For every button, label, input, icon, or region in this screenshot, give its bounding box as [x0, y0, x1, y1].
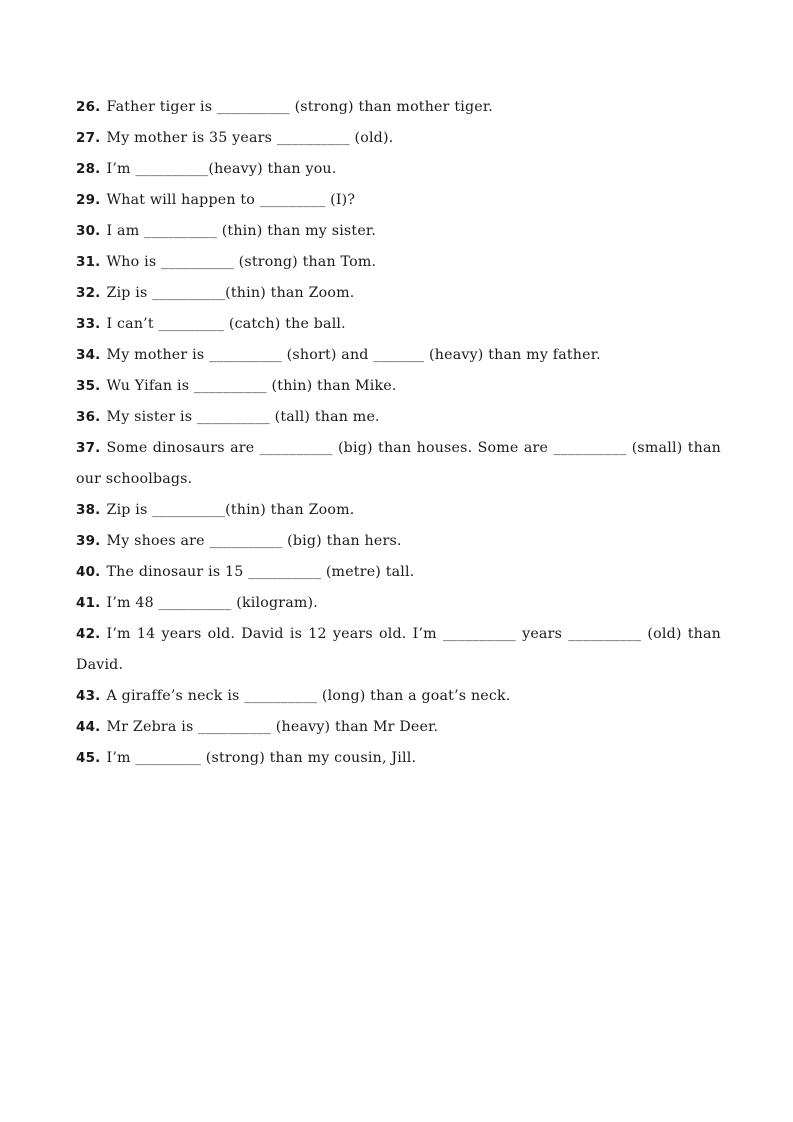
exercise-text: My mother is __________ (short) and _______ (heavy) than my father.: [106, 347, 601, 363]
exercise-number: 26.: [76, 99, 101, 115]
exercise-text: What will happen to _________ (I)?: [106, 192, 356, 208]
exercise-number: 29.: [76, 192, 101, 208]
exercise-item: [76, 154, 721, 185]
exercise-item: [76, 433, 721, 495]
exercise-item: [76, 123, 721, 154]
exercise-item: [76, 340, 721, 371]
exercise-text: Father tiger is __________ (strong) than mother tiger.: [106, 99, 493, 115]
exercise-item: [76, 712, 721, 743]
exercise-number: 30.: [76, 223, 101, 239]
exercise-number: 42.: [76, 626, 101, 642]
exercise-text: Some dinosaurs are __________ (big) than houses. Some are __________ (small) than our schoolbags.: [76, 440, 721, 487]
exercise-text: Zip is __________(thin) than Zoom.: [106, 502, 355, 518]
exercise-text: A giraffe’s neck is __________ (long) than a goat’s neck.: [106, 688, 511, 704]
exercise-item: [76, 309, 721, 340]
exercise-text: I can’t _________ (catch) the ball.: [106, 316, 346, 332]
exercise-item: [76, 526, 721, 557]
exercise-text: Mr Zebra is __________ (heavy) than Mr Deer.: [106, 719, 439, 735]
exercise-text: I’m 48 __________ (kilogram).: [106, 595, 318, 611]
exercise-item: [76, 247, 721, 278]
exercise-number: 27.: [76, 130, 101, 146]
exercise-number: 37.: [76, 440, 101, 456]
exercise-text: My mother is 35 years __________ (old).: [106, 130, 394, 146]
exercise-text: Who is __________ (strong) than Tom.: [106, 254, 377, 270]
exercise-item: [76, 743, 721, 774]
exercise-number: 32.: [76, 285, 101, 301]
exercise-number: 34.: [76, 347, 101, 363]
exercise-number: 45.: [76, 750, 101, 766]
exercise-page: [76, 92, 721, 774]
exercise-text: My shoes are __________ (big) than hers.: [106, 533, 402, 549]
exercise-text: I’m _________ (strong) than my cousin, Jill.: [106, 750, 417, 766]
exercise-number: 31.: [76, 254, 101, 270]
exercise-number: 40.: [76, 564, 101, 580]
exercise-item: [76, 619, 721, 681]
exercise-item: [76, 588, 721, 619]
exercise-item: [76, 278, 721, 309]
exercise-item: [76, 557, 721, 588]
exercise-item: [76, 402, 721, 433]
exercise-item: [76, 681, 721, 712]
exercise-item: [76, 185, 721, 216]
exercise-number: 44.: [76, 719, 101, 735]
exercise-item: [76, 495, 721, 526]
exercise-number: 41.: [76, 595, 101, 611]
exercise-number: 28.: [76, 161, 101, 177]
exercise-text: The dinosaur is 15 __________ (metre) tall.: [106, 564, 415, 580]
exercise-number: 43.: [76, 688, 101, 704]
exercise-text: Wu Yifan is __________ (thin) than Mike.: [106, 378, 397, 394]
exercise-text: I’m 14 years old. David is 12 years old. I’m __________ years __________ (old) than David.: [76, 626, 721, 673]
exercise-number: 39.: [76, 533, 101, 549]
exercise-text: I’m __________(heavy) than you.: [106, 161, 337, 177]
exercise-item: [76, 92, 721, 123]
exercise-text: I am __________ (thin) than my sister.: [106, 223, 377, 239]
exercise-item: [76, 371, 721, 402]
exercise-number: 33.: [76, 316, 101, 332]
exercise-text: My sister is __________ (tall) than me.: [106, 409, 380, 425]
exercise-number: 38.: [76, 502, 101, 518]
exercise-text: Zip is __________(thin) than Zoom.: [106, 285, 355, 301]
exercise-number: 35.: [76, 378, 101, 394]
exercise-number: 36.: [76, 409, 101, 425]
exercise-item: [76, 216, 721, 247]
